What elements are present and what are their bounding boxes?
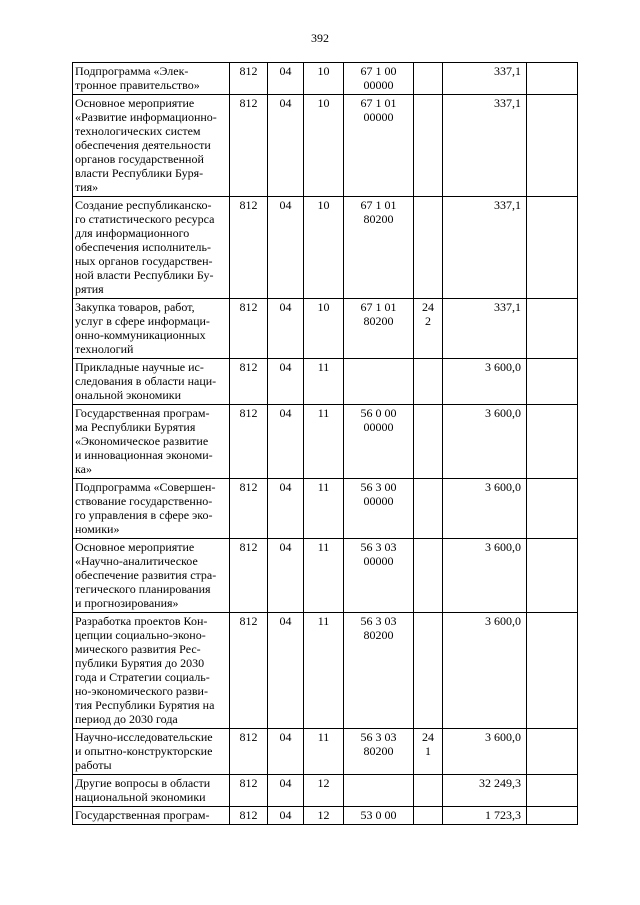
target-article-cell: 67 1 01 80200 — [344, 299, 414, 359]
section-code-cell: 04 — [268, 479, 304, 539]
target-article-cell: 67 1 01 80200 — [344, 197, 414, 299]
row-name-cell: Государственная програм- ма Республики Бурятия «Экономическое развитие и инновационная экономи- ка» — [73, 405, 230, 479]
ministry-code-cell: 812 — [230, 807, 268, 825]
section-code-cell: 04 — [268, 775, 304, 807]
ministry-code-cell: 812 — [230, 539, 268, 613]
target-article-cell: 56 3 00 00000 — [344, 479, 414, 539]
empty-cell — [527, 95, 578, 197]
subsection-code-cell: 11 — [304, 479, 344, 539]
table-row — [73, 405, 578, 479]
amount-cell: 3 600,0 — [443, 479, 527, 539]
section-code-cell: 04 — [268, 405, 304, 479]
target-article-cell: 67 1 00 00000 — [344, 63, 414, 95]
empty-cell — [527, 729, 578, 775]
subsection-code-cell: 12 — [304, 807, 344, 825]
empty-cell — [527, 479, 578, 539]
target-article-cell: 56 3 03 00000 — [344, 539, 414, 613]
expense-type-cell — [414, 63, 443, 95]
expense-type-cell — [414, 613, 443, 729]
subsection-code-cell: 10 — [304, 197, 344, 299]
table-row — [73, 197, 578, 299]
ministry-code-cell: 812 — [230, 775, 268, 807]
amount-cell: 32 249,3 — [443, 775, 527, 807]
table-row — [73, 359, 578, 405]
table-row — [73, 95, 578, 197]
subsection-code-cell: 11 — [304, 359, 344, 405]
empty-cell — [527, 539, 578, 613]
ministry-code-cell: 812 — [230, 479, 268, 539]
row-name-cell: Создание республиканско- го статистического ресурса для информационного обеспечения исполнитель- ных органов государствен- ной власти Республики Бу- рятия — [73, 197, 230, 299]
section-code-cell: 04 — [268, 299, 304, 359]
budget-table-body — [73, 63, 578, 825]
table-row — [73, 479, 578, 539]
empty-cell — [527, 359, 578, 405]
row-name-cell: Подпрограмма «Совершен- ствование государственно- го управления в сфере эко- номики» — [73, 479, 230, 539]
expense-type-cell — [414, 95, 443, 197]
empty-cell — [527, 807, 578, 825]
section-code-cell: 04 — [268, 63, 304, 95]
ministry-code-cell: 812 — [230, 359, 268, 405]
amount-cell: 1 723,3 — [443, 807, 527, 825]
target-article-cell: 53 0 00 — [344, 807, 414, 825]
table-row — [73, 729, 578, 775]
amount-cell: 3 600,0 — [443, 729, 527, 775]
row-name-cell: Закупка товаров, работ, услуг в сфере информаци- онно-коммуникационных технологий — [73, 299, 230, 359]
target-article-cell — [344, 359, 414, 405]
amount-cell: 337,1 — [443, 63, 527, 95]
ministry-code-cell: 812 — [230, 95, 268, 197]
ministry-code-cell: 812 — [230, 613, 268, 729]
ministry-code-cell: 812 — [230, 63, 268, 95]
row-name-cell: Основное мероприятие «Развитие информационно- технологических систем обеспечения деятельности органов государственной власти Республики Буря- тия» — [73, 95, 230, 197]
row-name-cell: Научно-исследовательские и опытно-конструкторские работы — [73, 729, 230, 775]
subsection-code-cell: 10 — [304, 63, 344, 95]
row-name-cell: Другие вопросы в области национальной экономики — [73, 775, 230, 807]
amount-cell: 3 600,0 — [443, 405, 527, 479]
amount-cell: 337,1 — [443, 95, 527, 197]
expense-type-cell — [414, 479, 443, 539]
ministry-code-cell: 812 — [230, 729, 268, 775]
section-code-cell: 04 — [268, 729, 304, 775]
table-row — [73, 775, 578, 807]
table-row — [73, 613, 578, 729]
amount-cell: 337,1 — [443, 197, 527, 299]
expense-type-cell: 24 2 — [414, 299, 443, 359]
section-code-cell: 04 — [268, 359, 304, 405]
amount-cell: 337,1 — [443, 299, 527, 359]
empty-cell — [527, 613, 578, 729]
table-row — [73, 539, 578, 613]
expense-type-cell — [414, 775, 443, 807]
subsection-code-cell: 10 — [304, 299, 344, 359]
amount-cell: 3 600,0 — [443, 613, 527, 729]
expense-type-cell — [414, 359, 443, 405]
section-code-cell: 04 — [268, 807, 304, 825]
subsection-code-cell: 11 — [304, 405, 344, 479]
table-row — [73, 807, 578, 825]
ministry-code-cell: 812 — [230, 405, 268, 479]
row-name-cell: Основное мероприятие «Научно-аналитическое обеспечение развития стра- тегического планирования и прогнозирования» — [73, 539, 230, 613]
section-code-cell: 04 — [268, 95, 304, 197]
expense-type-cell — [414, 539, 443, 613]
amount-cell: 3 600,0 — [443, 359, 527, 405]
subsection-code-cell: 11 — [304, 539, 344, 613]
target-article-cell: 56 3 03 80200 — [344, 613, 414, 729]
target-article-cell: 56 3 03 80200 — [344, 729, 414, 775]
page-number: 392 — [311, 31, 329, 45]
row-name-cell: Государственная програм- — [73, 807, 230, 825]
empty-cell — [527, 775, 578, 807]
empty-cell — [527, 197, 578, 299]
empty-cell — [527, 299, 578, 359]
ministry-code-cell: 812 — [230, 197, 268, 299]
target-article-cell: 56 0 00 00000 — [344, 405, 414, 479]
section-code-cell: 04 — [268, 539, 304, 613]
amount-cell: 3 600,0 — [443, 539, 527, 613]
subsection-code-cell: 10 — [304, 95, 344, 197]
subsection-code-cell: 12 — [304, 775, 344, 807]
target-article-cell — [344, 775, 414, 807]
expense-type-cell: 24 1 — [414, 729, 443, 775]
budget-table — [72, 62, 578, 825]
table-row — [73, 63, 578, 95]
row-name-cell: Прикладные научные ис- следования в области наци- ональной экономики — [73, 359, 230, 405]
subsection-code-cell: 11 — [304, 729, 344, 775]
ministry-code-cell: 812 — [230, 299, 268, 359]
expense-type-cell — [414, 405, 443, 479]
row-name-cell: Подпрограмма «Элек- тронное правительство» — [73, 63, 230, 95]
section-code-cell: 04 — [268, 197, 304, 299]
expense-type-cell — [414, 197, 443, 299]
subsection-code-cell: 11 — [304, 613, 344, 729]
row-name-cell: Разработка проектов Кон- цепции социально-эконо- мического развития Рес- публики Бурятия до 2030 года и Стратегии социаль- но-экономического разви- тия Республики Бурятия на период до 2030 года — [73, 613, 230, 729]
section-code-cell: 04 — [268, 613, 304, 729]
table-row — [73, 299, 578, 359]
empty-cell — [527, 63, 578, 95]
empty-cell — [527, 405, 578, 479]
expense-type-cell — [414, 807, 443, 825]
target-article-cell: 67 1 01 00000 — [344, 95, 414, 197]
